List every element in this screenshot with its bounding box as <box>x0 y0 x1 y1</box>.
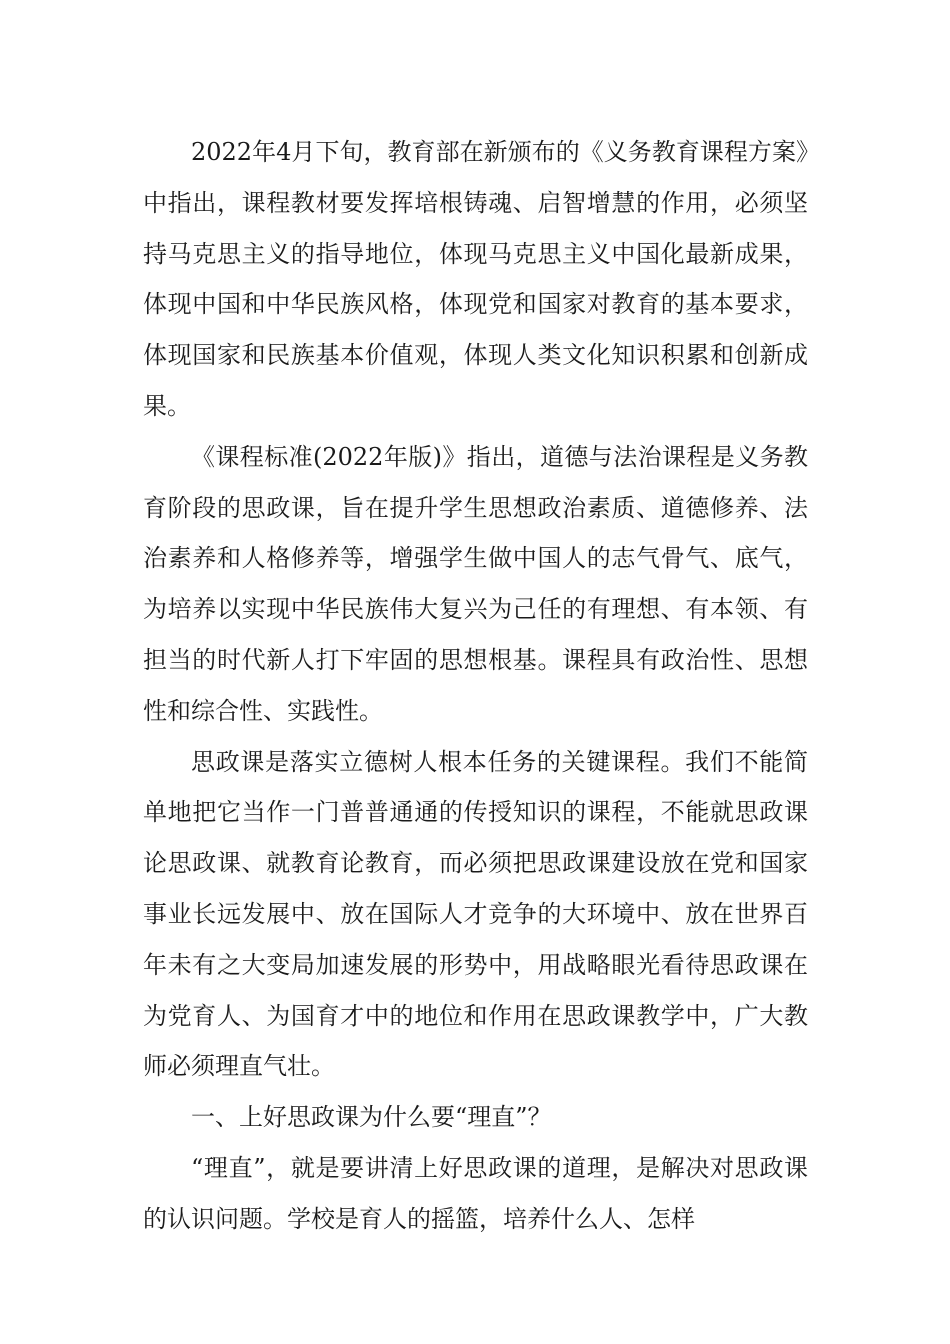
paragraph-4: “理直”，就是要讲清上好思政课的道理，是解决对思政课的认识问题。学校是育人的摇篮，培养什么人、怎样 <box>143 1153 808 1233</box>
section-heading-1: 一、上好思政课为什么要“理直”？ <box>191 1103 552 1132</box>
paragraph-1: 2022年4月下旬，教育部在新颁布的《义务教育课程方案》中指出，课程教材要发挥培根铸魂、启智增慧的作用，必须坚持马克思主义的指导地位，体现马克思主义中国化最新成果，体现中国和中华民族风格，体现党和国家对教育的基本要求，体现国家和民族基本价值观，体现人类文化知识积累和创新成果。 <box>143 138 808 420</box>
paragraph-2: 《课程标准(2022年版)》指出，道德与法治课程是义务教育阶段的思政课，旨在提升学生思想政治素质、道德修养、法治素养和人格修养等，增强学生做中国人的志气骨气、底气，为培养以实现中华民族伟大复兴为己任的有理想、有本领、有担当的时代新人打下牢固的思想根基。课程具有政治性、思想性和综合性、实践性。 <box>143 442 808 725</box>
paragraph-3: 思政课是落实立德树人根本任务的关键课程。我们不能简单地把它当作一门普普通通的传授知识的课程，不能就思政课论思政课、就教育论教育，而必须把思政课建设放在党和国家事业长远发展中、放在国际人才竞争的大环境中、放在世界百年未有之大变局加速发展的形势中，用战略眼光看待思政课在为党育人、为国育才中的地位和作用在思政课教学中，广大教师必须理直气壮。 <box>143 747 808 1081</box>
document-body <box>143 127 808 1245</box>
